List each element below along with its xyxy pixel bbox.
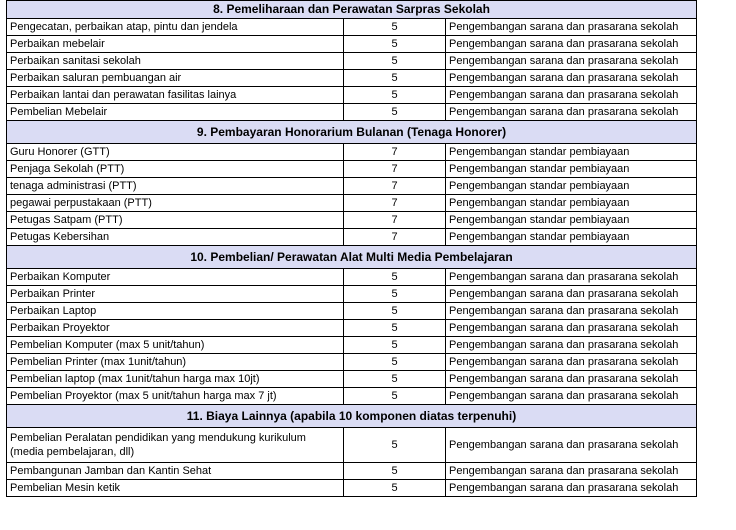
item-cell[interactable]: Perbaikan mebelair: [7, 36, 344, 53]
item-cell[interactable]: Perbaikan lantai dan perawatan fasilitas lainya: [7, 87, 344, 104]
table-row: [7, 354, 697, 371]
item-cell[interactable]: Pembangunan Jamban dan Kantin Sehat: [7, 463, 344, 480]
table-row: [7, 480, 697, 497]
table-row: [7, 195, 697, 212]
category-cell[interactable]: Pengembangan sarana dan prasarana sekolah: [446, 428, 697, 463]
table-row: [7, 53, 697, 70]
category-cell[interactable]: Pengembangan sarana dan prasarana sekolah: [446, 53, 697, 70]
item-cell[interactable]: Pembelian Mesin ketik: [7, 480, 344, 497]
category-cell[interactable]: Pengembangan sarana dan prasarana sekolah: [446, 269, 697, 286]
score-cell[interactable]: 5: [344, 104, 446, 121]
table-row: [7, 36, 697, 53]
category-cell[interactable]: Pengembangan standar pembiayaan: [446, 229, 697, 246]
score-cell[interactable]: 7: [344, 212, 446, 229]
table-row: [7, 212, 697, 229]
category-cell[interactable]: Pengembangan standar pembiayaan: [446, 178, 697, 195]
item-cell[interactable]: Pembelian Peralatan pendidikan yang mendukung kurikulum (media pembelajaran, dll): [7, 428, 344, 463]
category-cell[interactable]: Pengembangan standar pembiayaan: [446, 195, 697, 212]
category-cell[interactable]: Pengembangan sarana dan prasarana sekolah: [446, 87, 697, 104]
score-cell[interactable]: 5: [344, 87, 446, 104]
item-cell[interactable]: Penjaga Sekolah (PTT): [7, 161, 344, 178]
score-cell[interactable]: 7: [344, 144, 446, 161]
table-row: [7, 87, 697, 104]
category-cell[interactable]: Pengembangan sarana dan prasarana sekolah: [446, 371, 697, 388]
category-cell[interactable]: Pengembangan sarana dan prasarana sekolah: [446, 463, 697, 480]
section-header: [7, 121, 697, 144]
score-cell[interactable]: 5: [344, 354, 446, 371]
item-cell[interactable]: Perbaikan Laptop: [7, 303, 344, 320]
score-cell[interactable]: 5: [344, 70, 446, 87]
score-cell[interactable]: 7: [344, 161, 446, 178]
budget-spreadsheet: [6, 0, 696, 497]
category-cell[interactable]: Pengembangan standar pembiayaan: [446, 144, 697, 161]
score-cell[interactable]: 5: [344, 337, 446, 354]
score-cell[interactable]: 5: [344, 480, 446, 497]
item-cell[interactable]: Perbaikan Komputer: [7, 269, 344, 286]
budget-table: [6, 0, 697, 497]
category-cell[interactable]: Pengembangan sarana dan prasarana sekolah: [446, 303, 697, 320]
score-cell[interactable]: 7: [344, 229, 446, 246]
category-cell[interactable]: Pengembangan sarana dan prasarana sekolah: [446, 36, 697, 53]
section-title[interactable]: 11. Biaya Lainnya (apabila 10 komponen diatas terpenuhi): [7, 405, 697, 428]
table-row: [7, 371, 697, 388]
item-cell[interactable]: Pembelian Printer (max 1unit/tahun): [7, 354, 344, 371]
item-cell[interactable]: Perbaikan saluran pembuangan air: [7, 70, 344, 87]
category-cell[interactable]: Pengembangan sarana dan prasarana sekolah: [446, 104, 697, 121]
category-cell[interactable]: Pengembangan sarana dan prasarana sekolah: [446, 480, 697, 497]
item-cell[interactable]: Petugas Satpam (PTT): [7, 212, 344, 229]
score-cell[interactable]: 5: [344, 371, 446, 388]
item-cell[interactable]: Perbaikan Proyektor: [7, 320, 344, 337]
table-row: [7, 104, 697, 121]
table-row: [7, 286, 697, 303]
item-cell[interactable]: Guru Honorer (GTT): [7, 144, 344, 161]
table-row: [7, 19, 697, 36]
table-row: [7, 303, 697, 320]
score-cell[interactable]: 5: [344, 286, 446, 303]
score-cell[interactable]: 5: [344, 320, 446, 337]
section-header: [7, 1, 697, 19]
score-cell[interactable]: 7: [344, 178, 446, 195]
item-cell[interactable]: Petugas Kebersihan: [7, 229, 344, 246]
item-cell[interactable]: Pembelian Proyektor (max 5 unit/tahun harga max 7 jt): [7, 388, 344, 405]
score-cell[interactable]: 5: [344, 19, 446, 36]
section-title[interactable]: 8. Pemeliharaan dan Perawatan Sarpras Sekolah: [7, 1, 697, 19]
score-cell[interactable]: 7: [344, 195, 446, 212]
score-cell[interactable]: 5: [344, 269, 446, 286]
category-cell[interactable]: Pengembangan sarana dan prasarana sekolah: [446, 70, 697, 87]
table-row: [7, 70, 697, 87]
table-row: [7, 388, 697, 405]
score-cell[interactable]: 5: [344, 463, 446, 480]
category-cell[interactable]: Pengembangan sarana dan prasarana sekolah: [446, 337, 697, 354]
category-cell[interactable]: Pengembangan sarana dan prasarana sekolah: [446, 388, 697, 405]
item-cell[interactable]: Pembelian Komputer (max 5 unit/tahun): [7, 337, 344, 354]
table-row: [7, 463, 697, 480]
category-cell[interactable]: Pengembangan standar pembiayaan: [446, 161, 697, 178]
item-cell[interactable]: Pengecatan, perbaikan atap, pintu dan jendela: [7, 19, 344, 36]
item-cell[interactable]: Perbaikan Printer: [7, 286, 344, 303]
score-cell[interactable]: 5: [344, 36, 446, 53]
score-cell[interactable]: 5: [344, 388, 446, 405]
section-title[interactable]: 10. Pembelian/ Perawatan Alat Multi Media Pembelajaran: [7, 246, 697, 269]
table-row: [7, 428, 697, 463]
item-cell[interactable]: tenaga administrasi (PTT): [7, 178, 344, 195]
category-cell[interactable]: Pengembangan sarana dan prasarana sekolah: [446, 286, 697, 303]
table-body: [7, 1, 697, 497]
table-row: [7, 269, 697, 286]
category-cell[interactable]: Pengembangan sarana dan prasarana sekolah: [446, 19, 697, 36]
category-cell[interactable]: Pengembangan sarana dan prasarana sekolah: [446, 320, 697, 337]
item-cell[interactable]: Perbaikan sanitasi sekolah: [7, 53, 344, 70]
section-header: [7, 405, 697, 428]
item-cell[interactable]: Pembelian laptop (max 1unit/tahun harga max 10jt): [7, 371, 344, 388]
table-row: [7, 144, 697, 161]
score-cell[interactable]: 5: [344, 303, 446, 320]
score-cell[interactable]: 5: [344, 428, 446, 463]
category-cell[interactable]: Pengembangan sarana dan prasarana sekolah: [446, 354, 697, 371]
table-row: [7, 337, 697, 354]
category-cell[interactable]: Pengembangan standar pembiayaan: [446, 212, 697, 229]
table-row: [7, 229, 697, 246]
section-header: [7, 246, 697, 269]
score-cell[interactable]: 5: [344, 53, 446, 70]
item-cell[interactable]: pegawai perpustakaan (PTT): [7, 195, 344, 212]
item-cell[interactable]: Pembelian Mebelair: [7, 104, 344, 121]
table-row: [7, 320, 697, 337]
section-title[interactable]: 9. Pembayaran Honorarium Bulanan (Tenaga Honorer): [7, 121, 697, 144]
table-row: [7, 178, 697, 195]
table-row: [7, 161, 697, 178]
